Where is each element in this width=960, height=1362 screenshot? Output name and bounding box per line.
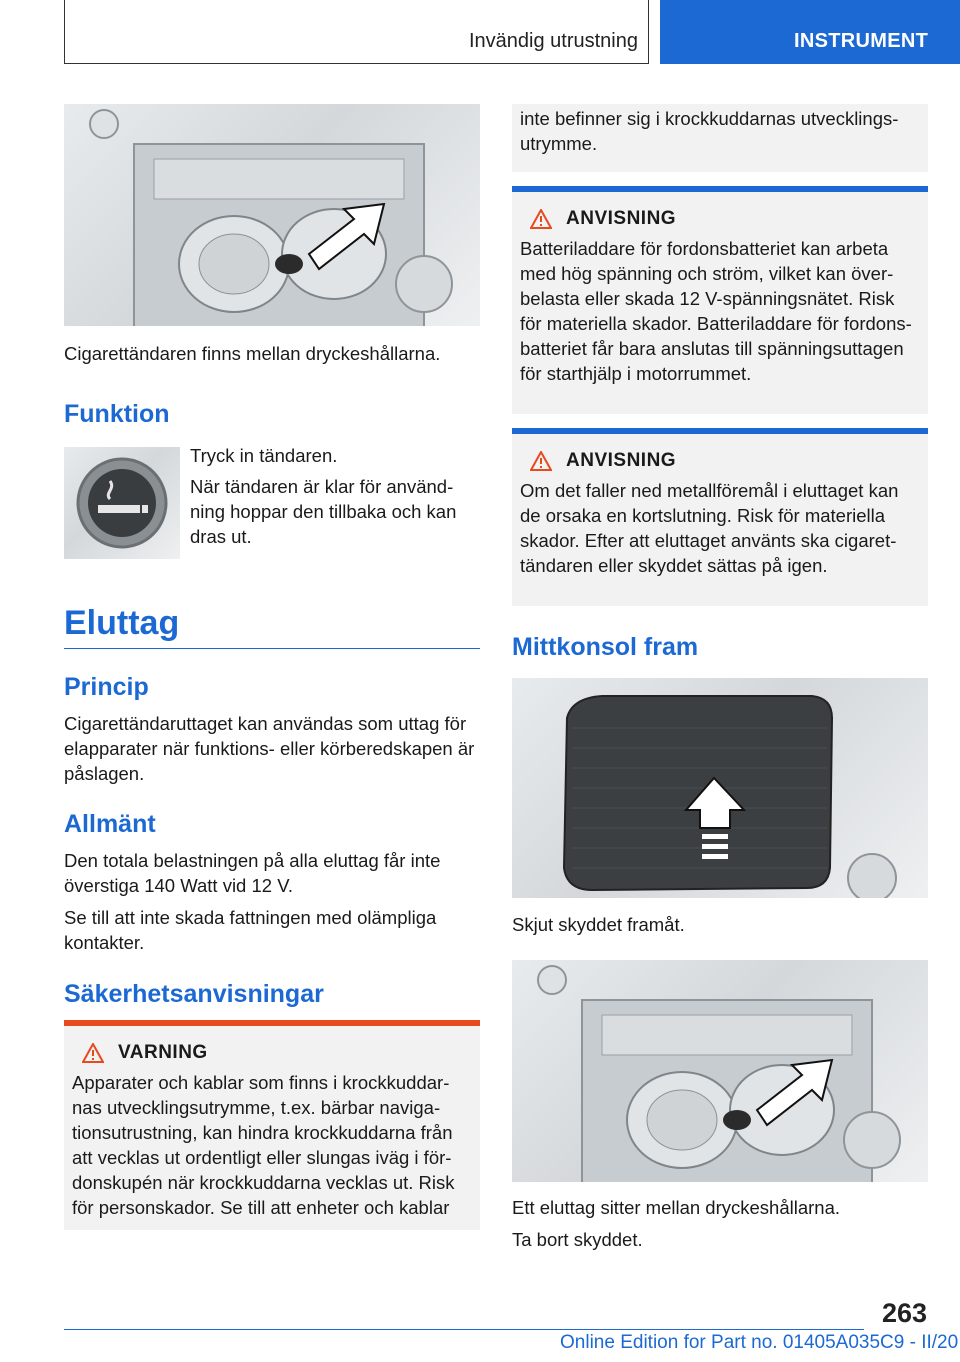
warning-continuation-text: inte befinner sig i krockkuddarnas utvecklings-utrymme.: [520, 108, 899, 154]
allmant-text-1: Den totala belastningen på alla eluttag får inte överstiga 140 Watt vid 12 V.: [64, 850, 441, 896]
heading-eluttag: Eluttag: [64, 604, 180, 642]
note-title-row-1: [530, 208, 920, 230]
caption-lighter-location: Cigarettändaren finns mellan dryckeshållarna.: [64, 343, 441, 364]
footer-edition: Online Edition for Part no. 01405A035C9 - II/20: [560, 1332, 959, 1353]
allmant-text-2: Se till att inte skada fattningen med olämpliga kontakter.: [64, 907, 437, 953]
warning-triangle-icon: [82, 1043, 104, 1063]
warning-continuation-box: [512, 104, 928, 172]
funktion-step-2: När tändaren är klar för använd-ning hoppar den tillbaka och kan dras ut.: [190, 476, 457, 547]
heading-sakerhetsanvisningar: Säkerhetsanvisningar: [64, 980, 324, 1008]
note-bar-1: [512, 186, 928, 192]
lighter-icon: [64, 447, 180, 559]
note-title-row-2: [530, 450, 920, 472]
funktion-step-1: Tryck in tändaren.: [190, 445, 338, 466]
page-number: 263: [881, 1298, 927, 1328]
caption-socket-location: Ett eluttag sitter mellan dryckeshållarna.: [512, 1197, 841, 1218]
console-cover-illustration: [512, 678, 928, 898]
caption-slide-cover: Skjut skyddet framåt.: [512, 914, 685, 935]
heading-mittkonsol: Mittkonsol fram: [512, 633, 699, 661]
princip-text: Cigarettändaruttaget kan användas som uttag för elapparater när funktions- eller körberedskapen är påslagen.: [64, 713, 475, 784]
heading-princip: Princip: [64, 673, 149, 701]
warning-box: [64, 1020, 480, 1230]
header-section-title: Invändig utrustning: [468, 30, 638, 52]
warning-title-row: [82, 1042, 472, 1064]
note-title-2: ANVISNING: [566, 450, 677, 471]
caption-remove-cover: Ta bort skyddet.: [512, 1229, 643, 1250]
socket-illustration: [512, 960, 928, 1182]
warning-triangle-icon: [530, 451, 552, 471]
warning-text: Apparater och kablar som finns i krockkuddar-nas utvecklingsutrymme, t.ex. bärbar naviga-tionsutrustning, kan hindra krockkuddarna från att vecklas ut ordentligt eller slungas iväg i för-donskupén när krockkuddarna vecklas ut. Risk för personskador. Se till att enheter och kablar: [72, 1072, 455, 1218]
header-tab[interactable]: [660, 0, 960, 64]
note-text-1: Batteriladdare för fordonsbatteriet kan arbeta med hög spänning och ström, vilket kan över-belasta eller skada 12 V-spänningsnätet. Risk för materiella skador. Batteriladdare för fordons-batteriet får bara anslutas till spänningsuttagen för starthjälp i motorrummet.: [520, 238, 912, 384]
cupholder-illustration: [64, 104, 480, 326]
footer-divider: [64, 1329, 864, 1330]
note-box-2: [512, 428, 928, 606]
header-tab-label: INSTRUMENT: [794, 30, 929, 52]
heading-allmant: Allmänt: [64, 810, 156, 838]
heading-funktion: Funktion: [64, 400, 170, 428]
note-text-2: Om det faller ned metallföremål i eluttaget kan de orsaka en kortslutning. Risk för materiella skador. Efter att eluttaget använts ska cigaret-tändaren eller skyddet sättas på igen.: [520, 480, 899, 576]
warning-triangle-icon: [530, 209, 552, 229]
note-bar-2: [512, 428, 928, 434]
divider: [64, 648, 480, 649]
note-title-1: ANVISNING: [566, 208, 677, 229]
warning-bar: [64, 1020, 480, 1026]
note-box-1: [512, 186, 928, 414]
warning-title: VARNING: [118, 1042, 208, 1063]
